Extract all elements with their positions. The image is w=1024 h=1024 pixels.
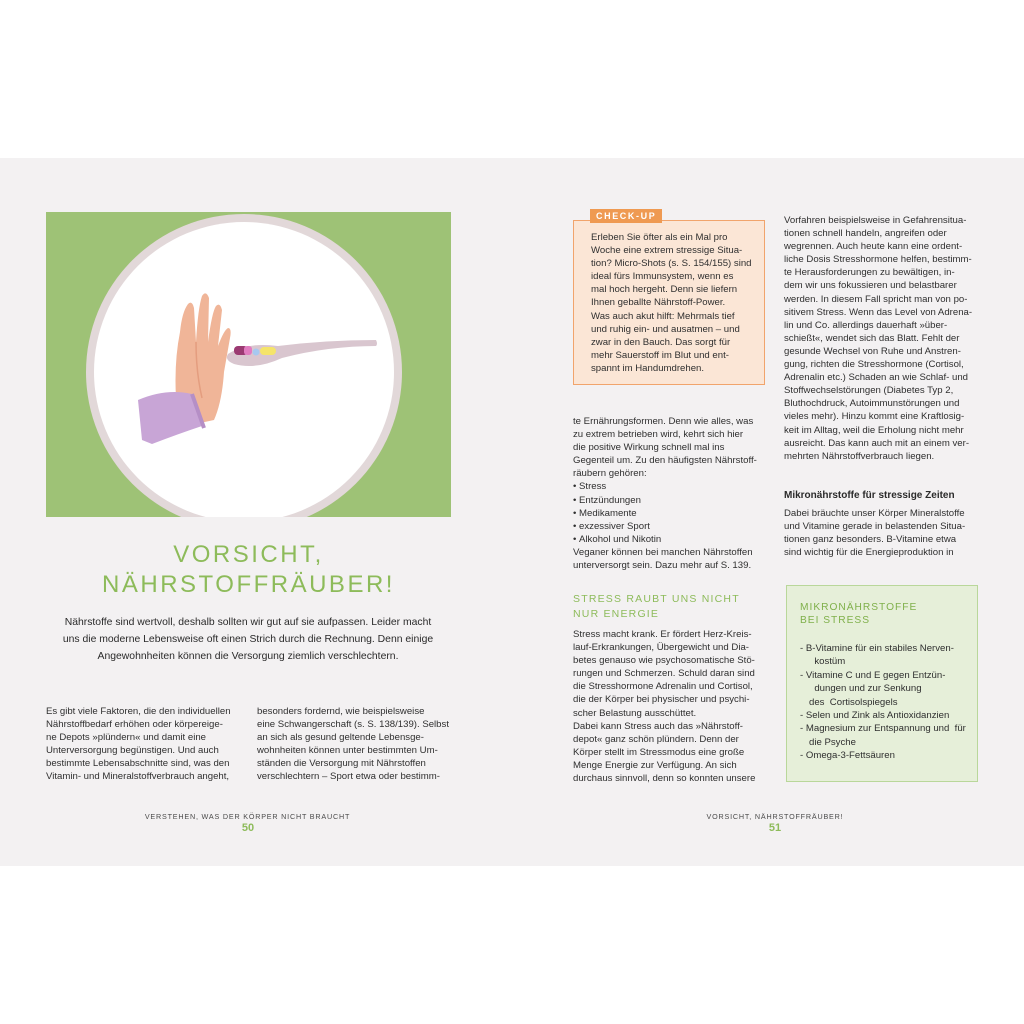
text-line: besonders fordernd, wie beispielsweise: [257, 706, 425, 717]
text-line: vieles mehr). Hinzu kommt eine Kraftlosig-: [784, 411, 965, 423]
text-line: die positive Wirkung schnell mal ins: [573, 442, 725, 454]
text-line: und Vitamine gerade in belastenden Situa-: [784, 521, 966, 533]
text-line: mehrten Nährstoffverbrauch liegen.: [784, 450, 935, 462]
text-line: Menge Energie zur Verfügung. An sich: [573, 759, 737, 771]
text-line: durchaus sinnvoll, denn so konnten unsere: [573, 773, 756, 785]
left-column-1: [46, 705, 251, 784]
text-line: gesunde Wechsel von Ruhe und Anstren-: [784, 345, 961, 357]
list-item: • exzessiver Sport: [573, 520, 778, 533]
list-item: • Stress: [573, 480, 778, 493]
box-title-line: BEI STRESS: [800, 615, 871, 626]
text-line: zwar in den Bauch. Das sorgt für: [591, 336, 731, 348]
intro-line: Nährstoffe sind wertvoll, deshalb sollten wir gut auf sie aufpassen. Leider macht: [64, 617, 432, 628]
subhead-line: NUR ENERGIE: [573, 608, 660, 620]
title-line-2: NÄHRSTOFFRÄUBER!: [102, 571, 395, 598]
right-column-2-mid: [784, 507, 989, 559]
text-line: Stress macht krank. Er fördert Herz-Kreis-: [573, 629, 752, 640]
text-line: depot« ganz schön plündern. Denn der: [573, 733, 739, 745]
text-line: bestimmte Lebensabschnitte sind, was den: [46, 758, 230, 770]
text-line: Unterversorgung begünstigen. Und auch: [46, 745, 219, 757]
text-line: dem wir uns fokussieren und belastbarer: [784, 280, 957, 292]
left-column-2: [257, 705, 457, 784]
text-line: schießt«, wendet sich das Blatt. Fehlt der: [784, 332, 960, 344]
section-subheading: [573, 592, 763, 622]
list-item: • Medikamente: [573, 507, 778, 520]
text-line: ständen die Versorgung mit Nährstoffen: [257, 758, 426, 770]
text-line: ne Depots »plündern« und damit eine: [46, 732, 207, 744]
text-line: Bluthochdruck, Autoimmunstörungen und: [784, 398, 960, 410]
hand-refusing-pills-icon: [46, 212, 451, 517]
text-line: rungen und Schmerzen. Schuld daran sind: [573, 668, 755, 680]
text-line: mal hoch hergeht. Denn sie liefern: [591, 284, 738, 296]
text-line: lin und Co. allerdings dauerhaft »über-: [784, 319, 948, 331]
text-line: Vorfahren beispielsweise in Gefahrensitua-: [784, 215, 967, 226]
text-line: räubern gehören:: [573, 468, 647, 480]
page-title: [46, 540, 451, 600]
text-line: scher Belastung ausschüttet.: [573, 707, 697, 719]
text-line: Vitamin- und Mineralstoffverbrauch angeht,: [46, 771, 230, 783]
list-item: • Alkohol und Nikotin: [573, 533, 778, 546]
box-title-line: MIKRONÄHRSTOFFE: [800, 602, 918, 613]
text-line: und ruhig ein- und ausatmen – und: [591, 323, 740, 335]
text-line: zu extrem betrieben wird, kehrt sich hier: [573, 429, 744, 441]
list-item: - Vitamine C und E gegen Entzün- dungen und zur Senkung des Cortisolspiegels: [800, 669, 946, 708]
right-column-2-top: [784, 214, 989, 463]
text-line: tionen ganz besonders. B-Vitamine etwa: [784, 534, 957, 546]
text-line: Ihnen geballte Nährstoff-Power.: [591, 297, 726, 309]
text-line: sitivem Stress. Wenn das Level von Adrena-: [784, 306, 973, 318]
text-line: lauf-Erkrankungen, Übergewicht und Dia-: [573, 642, 749, 654]
list-item: - B-Vitamine für ein stabiles Nerven- kostüm: [800, 643, 954, 668]
title-line-1: VORSICHT,: [173, 541, 324, 568]
checkup-label: CHECK-UP: [590, 209, 662, 223]
text-line: die der Körper bei physischer und psychi-: [573, 694, 750, 706]
text-line: Dabei kann Stress auch das »Nährstoff-: [573, 720, 743, 732]
text-line: Stoffwechselstörungen (Diabetes Typ 2,: [784, 385, 954, 397]
list-item: • Entzündungen: [573, 494, 778, 507]
text-line: tion? Micro-Shots (s. S. 154/155) sind: [591, 258, 752, 270]
text-line: wegrennen. Auch heute kann eine ordent-: [784, 241, 963, 253]
left-footer: VERSTEHEN, WAS DER KÖRPER NICHT BRAUCHT: [144, 812, 351, 821]
text-line: Dabei bräuchte unser Körper Mineralstoffe: [784, 508, 965, 519]
text-line: Was auch akut hilft: Mehrmals tief: [591, 310, 735, 322]
list-item: - Selen und Zink als Antioxidanzien: [800, 710, 950, 722]
text-line: Körper stellt im Stressmodus eine große: [573, 746, 745, 758]
text-line: Gegenteil um. Zu den häufigsten Nährstoff-: [573, 455, 757, 467]
checkup-text: [591, 231, 759, 375]
text-line: liche Dosis Stresshormone helfen, bestimm-: [784, 254, 972, 266]
subhead-line: STRESS RAUBT UNS NICHT: [573, 593, 740, 605]
text-line: betes genauso wie psychosomatische Stö-: [573, 655, 755, 667]
text-line: Nährstoffbedarf erhöhen oder körpereige-: [46, 719, 223, 731]
text-line: ideal fürs Immunsystem, wenn es: [591, 271, 734, 283]
text-line: eine Schwangerschaft (s. S. 138/139). Selbst: [257, 719, 449, 731]
text-line: gung, richten die Stresshormone (Cortisol,: [784, 359, 964, 371]
text-line: Veganer können bei manchen Nährstoffen: [573, 546, 753, 558]
text-line: ausreicht. Das kann auch mit an einem ver-: [784, 437, 970, 449]
nutrient-thieves-list: [573, 480, 778, 545]
text-line: mehr Sauerstoff im Blut und ent-: [591, 349, 729, 361]
text-line: te Herausforderungen zu bewältigen, in-: [784, 267, 955, 279]
text-line: Adrenalin etc.) Schaden an wie Schlaf- und: [784, 372, 968, 384]
text-line: wohnheiten können unter bestimmten Um-: [257, 745, 438, 757]
text-line: verschlechtern – Sport etwa oder bestimm-: [257, 771, 440, 783]
right-page-number: 51: [768, 822, 782, 834]
text-line: die Stresshormone Adrenalin und Cortisol,: [573, 681, 753, 693]
right-column-1-bottom: [573, 628, 778, 785]
right-footer: VORSICHT, NÄHRSTOFFRÄUBER!: [706, 812, 844, 821]
intro-line: uns die moderne Lebensweise oft einen Strich durch die Rechnung. Denn einige: [62, 634, 434, 645]
text-line: unterversorgt sein. Dazu mehr auf S. 139.: [573, 560, 752, 572]
mini-heading: Mikronährstoffe für stressige Zeiten: [784, 490, 955, 501]
left-page-number: 50: [241, 822, 255, 834]
text-line: an sich als gesund geltende Lebensge-: [257, 732, 424, 744]
text-line: spannt im Handumdrehen.: [591, 362, 705, 374]
box-title: [800, 601, 970, 627]
text-line: tionen schnell handeln, angreifen oder: [784, 228, 947, 240]
text-line: Woche eine extrem stressige Situa-: [591, 245, 743, 257]
list-item: - Magnesium zur Entspannung und für die Psyche: [800, 723, 966, 748]
text-line: sind wichtig für die Energieproduktion in: [784, 547, 954, 559]
stop-hand-illustration: [46, 212, 451, 517]
micronutrients-list: [800, 642, 972, 763]
list-item: - Omega-3-Fettsäuren: [800, 750, 895, 762]
right-column-1-top: [573, 415, 778, 572]
intro-line: Angewohnheiten können die Versorgung ziemlich verschlechtern.: [97, 651, 399, 662]
text-line: te Ernährungsformen. Denn wie alles, was: [573, 416, 754, 427]
text-line: werden. In diesem Fall spricht man von po-: [784, 293, 968, 305]
text-line: Es gibt viele Faktoren, die den individuellen: [46, 706, 231, 717]
text-line: Erleben Sie öfter als ein Mal pro: [591, 232, 728, 243]
text-line: keit im Alltag, weil die Erholung nicht mehr: [784, 424, 964, 436]
intro-paragraph: [58, 614, 438, 665]
